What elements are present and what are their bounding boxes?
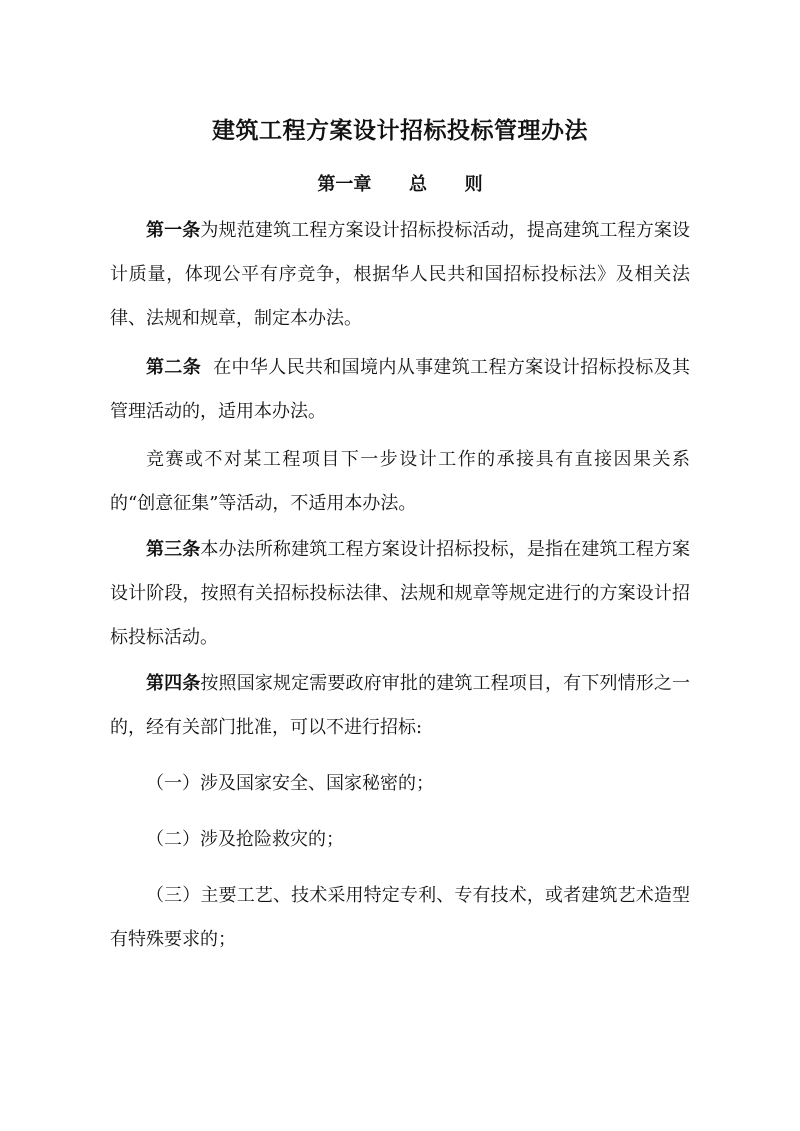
article-number: 第四条 [146, 673, 201, 694]
article-number: 第三条 [146, 539, 201, 560]
article-1-paragraph [110, 209, 690, 341]
article-text: 本办法所称建筑工程方案设计招标投标，是指在建筑工程方案设计阶段，按照有关招标投标法律、法规和规章等规定进行的方案设计招标投标活动。 [110, 539, 691, 648]
list-item: （二）涉及抢险救灾的； [146, 829, 344, 850]
article-4-paragraph [110, 662, 690, 750]
article-text: 为规范建筑工程方案设计招标投标活动，提高建筑工程方案设计质量，体现公平有序竞争，根据华人民共和国招标投标法》及相关法律、法规和规章，制定本办法。 [110, 220, 691, 329]
document-title: 建筑工程方案设计招标投标管理办法 [212, 117, 588, 144]
chapter-heading: 第一章 总 则 [317, 174, 483, 195]
list-item: （一）涉及国家安全、国家秘密的； [146, 773, 434, 794]
article-number: 第二条 [146, 357, 202, 378]
article-3-paragraph [110, 528, 690, 660]
article-text: 在中华人民共和国境内从事建筑工程方案设计招标投标及其管理活动的，适用本办法。 [110, 357, 690, 422]
article-text: 按照国家规定需要政府审批的建筑工程项目，有下列情形之一的，经有关部门批准，可以不进行招标: [110, 673, 691, 738]
plain-paragraph: 竞赛或不对某工程项目下一步设计工作的承接具有直接因果关系的“创意征集”等活动，不适用本办法。 [110, 449, 690, 514]
list-item: （三）主要工艺、技术采用特定专利、专有技术，或者建筑艺术造型有特殊要求的； [110, 885, 690, 950]
article-number: 第一条 [146, 220, 201, 241]
article-2-paragraph [110, 346, 690, 434]
